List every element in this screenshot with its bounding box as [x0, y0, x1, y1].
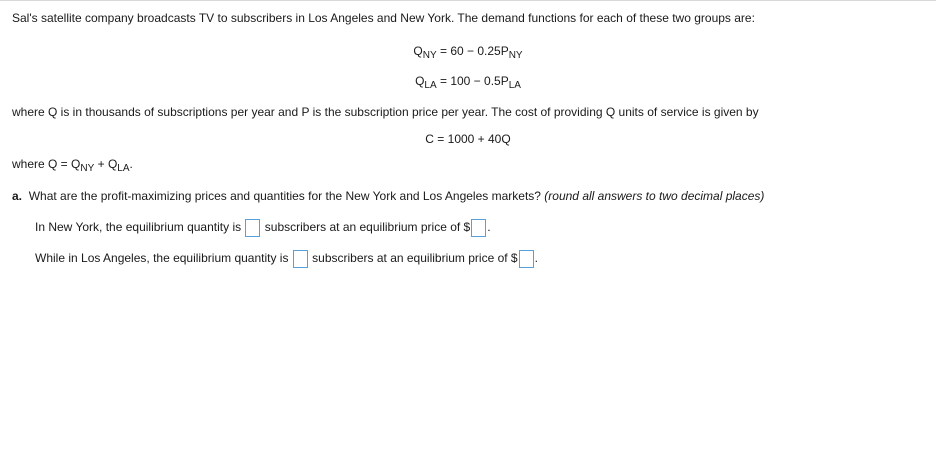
eq-ny-q-sub: NY: [422, 50, 437, 61]
where-q-sub1: NY: [80, 163, 95, 174]
where-q-prefix: where Q = Q: [12, 157, 81, 171]
top-divider: [0, 0, 936, 1]
eq-ny-q: Q: [413, 44, 423, 58]
la-line-text-1: While in Los Angeles, the equilibrium quantity is: [35, 251, 289, 265]
question-hint: (round all answers to two decimal places): [544, 189, 765, 203]
eq-la-q-sub: LA: [424, 80, 437, 91]
ny-quantity-input[interactable]: [245, 219, 260, 237]
question-text: What are the profit-maximizing prices and quantities for the New York and Los Angeles markets?: [28, 189, 541, 203]
where-q-definition: [12, 156, 133, 172]
la-answer-line: [35, 250, 538, 268]
la-price-input[interactable]: [519, 250, 534, 268]
ny-line-text-2: subscribers at an equilibrium price of $: [264, 220, 471, 234]
demand-equation-la: [0, 73, 936, 89]
la-line-end: .: [534, 251, 538, 265]
ny-line-end: .: [487, 220, 491, 234]
la-line-text-2: subscribers at an equilibrium price of $: [312, 251, 518, 265]
eq-ny-p-sub: NY: [508, 50, 523, 61]
ny-price-input[interactable]: [471, 219, 486, 237]
intro-text: Sal's satellite company broadcasts TV to subscribers in Los Angeles and New York. The demand functions for each of these two groups are:: [12, 11, 755, 25]
ny-answer-line: [35, 219, 491, 237]
eq-la-rhs: = 100 − 0.5P: [436, 74, 509, 88]
eq-la-p-sub: LA: [508, 80, 521, 91]
cost-equation: C = 1000 + 40Q: [425, 132, 511, 146]
question-label: a.: [12, 189, 23, 203]
question-a: [12, 188, 764, 204]
where-q-suffix: .: [129, 157, 133, 171]
eq-la-q: Q: [415, 74, 425, 88]
eq-ny-rhs: = 60 − 0.25P: [436, 44, 509, 58]
where-q-sub2: LA: [117, 163, 130, 174]
ny-line-text-1: In New York, the equilibrium quantity is: [35, 220, 242, 234]
where-q-middle: + Q: [94, 157, 118, 171]
demand-equation-ny: [0, 43, 936, 59]
la-quantity-input[interactable]: [293, 250, 308, 268]
where-text: where Q is in thousands of subscriptions per year and P is the subscription price per year. The cost of providing Q units of service is given by: [12, 105, 759, 119]
